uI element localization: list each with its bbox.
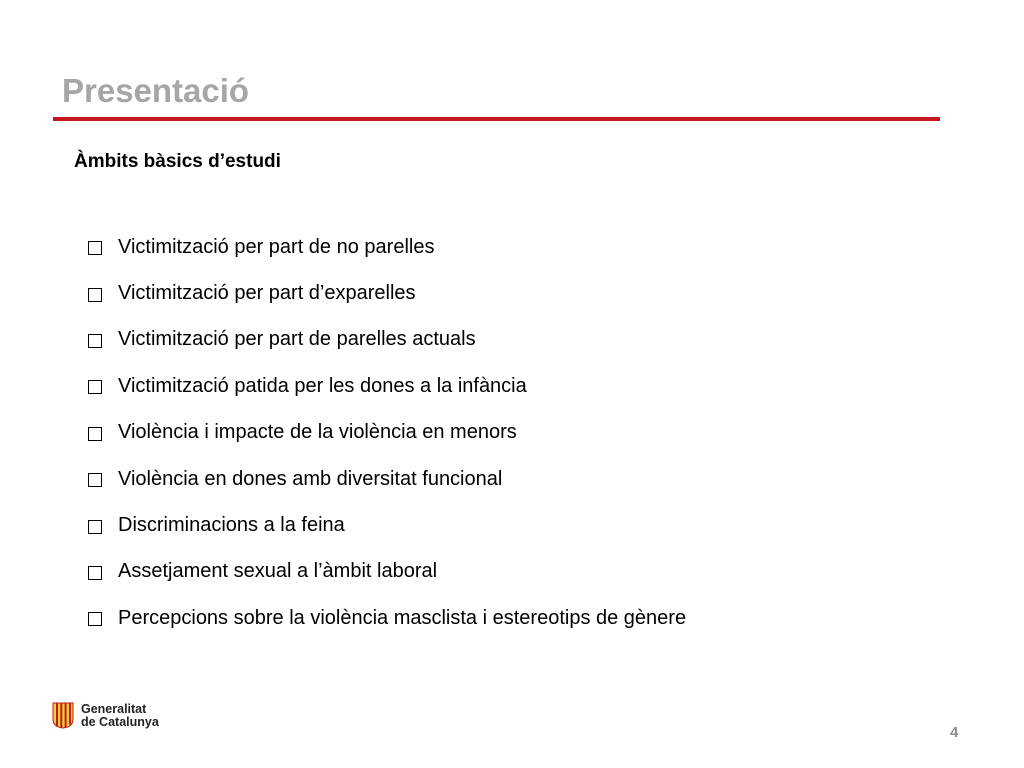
list-item [88,595,686,641]
list-item-label: Victimització patida per les dones a la infància [118,374,527,397]
checkbox-bullet-icon [88,288,102,302]
checkbox-bullet-icon [88,520,102,534]
list-item [88,410,686,456]
list-item [88,224,686,270]
checkbox-bullet-icon [88,612,102,626]
title-underline-rule [53,117,940,121]
list-item-label: Assetjament sexual a l’àmbit laboral [118,560,438,583]
senyera-emblem-icon [52,702,74,729]
topic-list [88,224,686,642]
checkbox-bullet-icon [88,334,102,348]
list-item-label: Percepcions sobre la violència masclista i estereotips de gènere [118,606,687,629]
generalitat-logo [52,702,159,729]
list-item [88,363,686,409]
list-item-label: Victimització per part de no parelles [118,235,435,258]
list-item [88,549,686,595]
list-item [88,456,686,502]
list-item-label: Victimització per part d’exparelles [118,282,416,305]
list-item-label: Victimització per part de parelles actuals [118,328,476,351]
checkbox-bullet-icon [88,380,102,394]
checkbox-bullet-icon [88,241,102,255]
logo-line-2: de Catalunya [81,714,159,729]
list-item [88,270,686,316]
checkbox-bullet-icon [88,427,102,441]
list-item-label: Violència i impacte de la violència en menors [118,421,517,444]
page-number: 4 [950,724,959,741]
slide-title: Presentació [62,72,250,109]
logo-line-1: Generalitat [81,701,147,716]
list-item [88,502,686,548]
checkbox-bullet-icon [88,566,102,580]
list-item-label: Discriminacions a la feina [118,514,345,537]
list-item-label: Violència en dones amb diversitat funcional [118,467,503,490]
checkbox-bullet-icon [88,473,102,487]
list-item [88,317,686,363]
slide-subtitle: Àmbits bàsics d’estudi [74,151,281,172]
